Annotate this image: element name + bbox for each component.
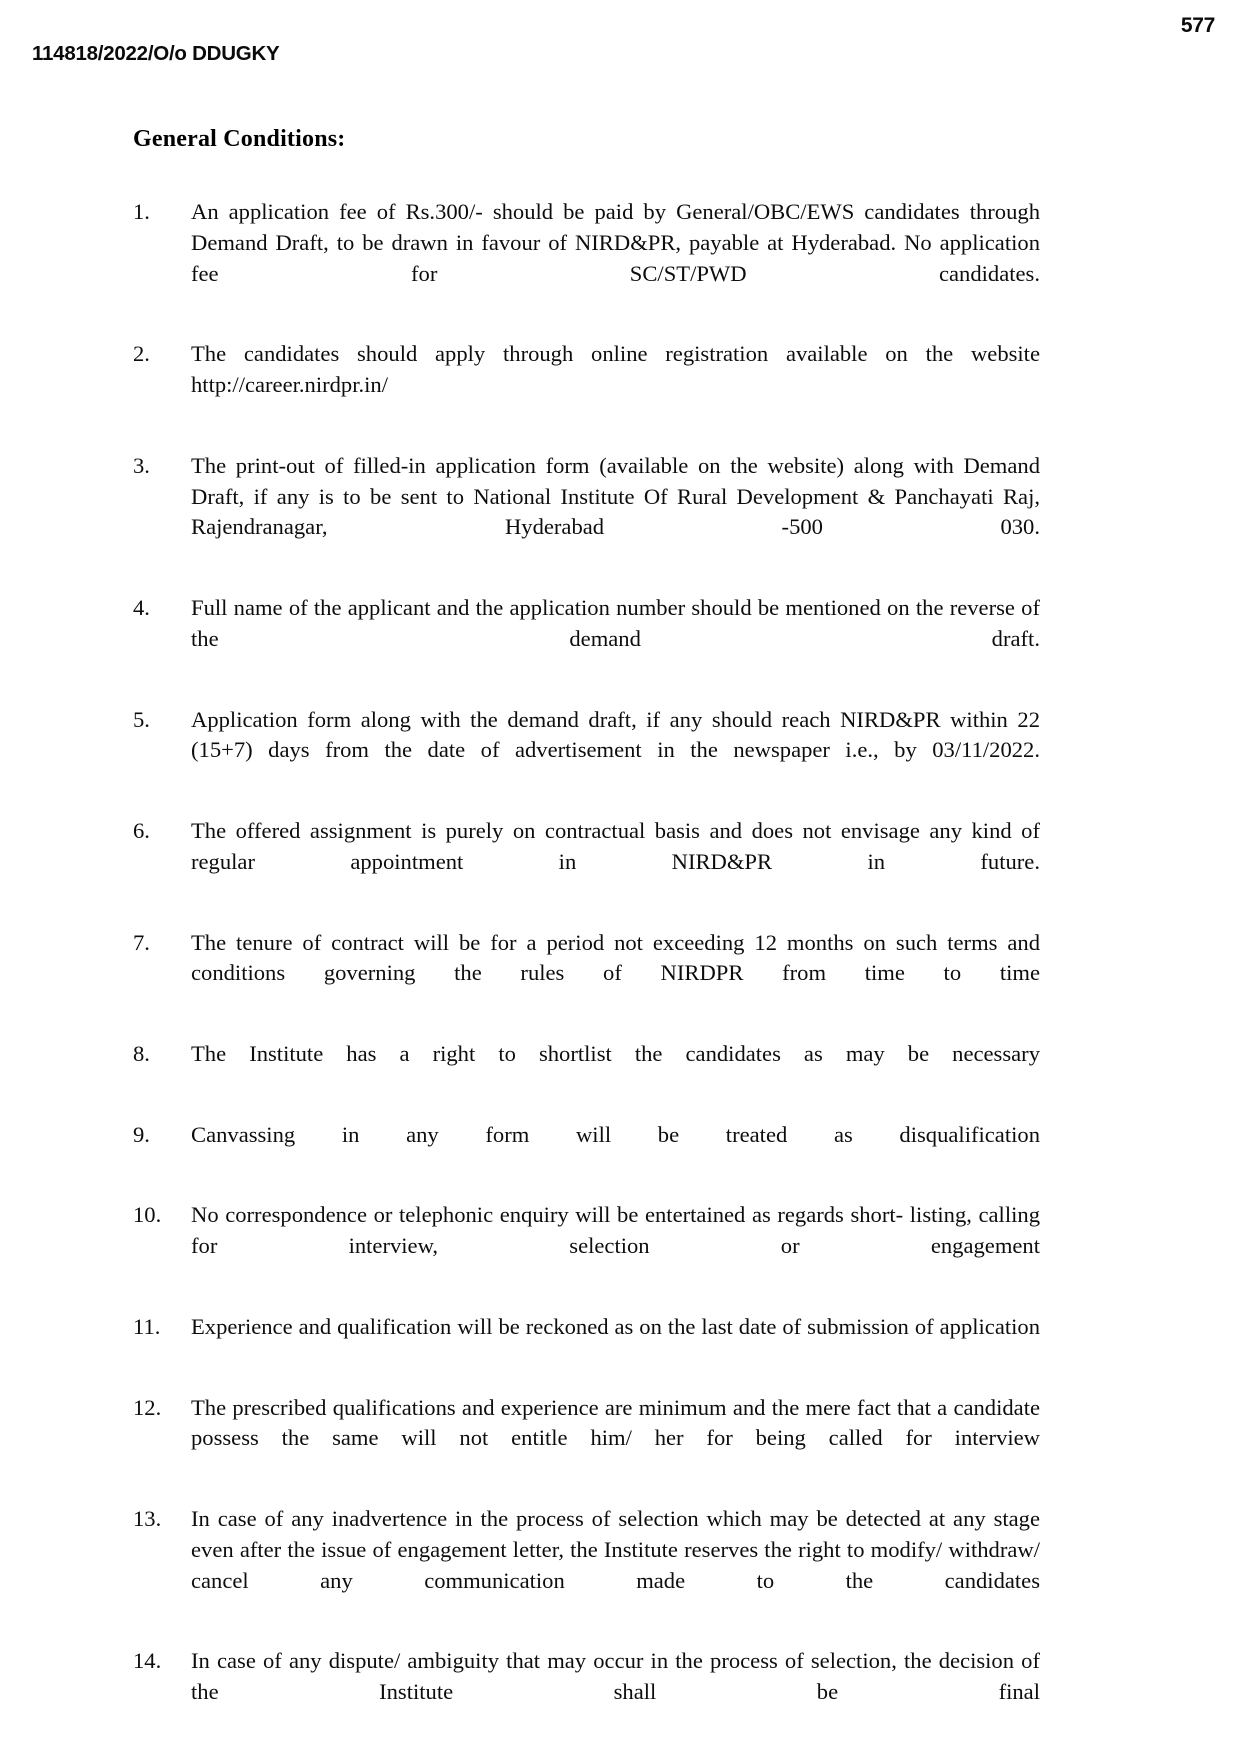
condition-text: The candidates should apply through online registration available on the website http://career.nirdpr.in/ xyxy=(191,341,1040,398)
condition-number: 11. xyxy=(133,1313,161,1339)
condition-text: The tenure of contract will be for a period not exceeding 12 months on such terms and conditions governing the rules of NIRDPR from time to time xyxy=(191,929,1040,986)
condition-number: 9. xyxy=(133,1121,150,1147)
condition-item xyxy=(133,1200,1040,1292)
file-reference-header: 114818/2022/O/o DDUGKY xyxy=(32,42,280,65)
condition-item xyxy=(133,1393,1040,1485)
condition-text: In case of any inadvertence in the process of selection which may be detected at any stage even after the issue of engagement letter, the Institute reserves the right to modify/ withdraw/ cancel any communication made to the candidates xyxy=(191,1505,1040,1593)
condition-item xyxy=(133,1504,1040,1627)
condition-number: 2. xyxy=(133,341,150,367)
page-number: 577 xyxy=(1180,14,1215,37)
condition-text: Experience and qualification will be reckoned as on the last date of submission of application xyxy=(191,1313,1040,1339)
condition-number: 4. xyxy=(133,595,150,621)
condition-item xyxy=(133,816,1040,908)
condition-number: 10. xyxy=(133,1202,162,1228)
condition-number: 3. xyxy=(133,452,150,478)
condition-item xyxy=(133,1039,1040,1101)
condition-item xyxy=(133,1120,1040,1182)
condition-number: 8. xyxy=(133,1041,150,1067)
condition-number: 5. xyxy=(133,706,150,732)
condition-text: The print-out of filled-in application form (available on the website) along with Demand Draft, if any is to be sent to National Institute Of Rural Development & Panchayati Raj, Rajendranagar, Hyderabad -500 030. xyxy=(191,452,1040,540)
condition-number: 6. xyxy=(133,818,150,844)
condition-number: 12. xyxy=(133,1394,162,1420)
condition-item xyxy=(133,1312,1040,1374)
condition-text: Application form along with the demand draft, if any should reach NIRD&PR within 22 (15+7) days from the date of advertisement in the newspaper i.e., by 03/11/2022. xyxy=(191,706,1040,763)
condition-text: The offered assignment is purely on contractual basis and does not envisage any kind of regular appointment in NIRD&PR in future. xyxy=(191,818,1040,874)
condition-text: Canvassing in any form will be treated as disqualification xyxy=(191,1121,1040,1147)
condition-item xyxy=(133,451,1040,574)
condition-number: 14. xyxy=(133,1648,162,1674)
section-title: General Conditions: xyxy=(133,126,346,152)
condition-item xyxy=(133,1646,1040,1738)
condition-number: 7. xyxy=(133,929,150,955)
condition-text: The Institute has a right to shortlist the candidates as may be necessary xyxy=(191,1041,1040,1067)
condition-item xyxy=(133,928,1040,1020)
condition-text: Full name of the applicant and the application number should be mentioned on the reverse of the demand draft. xyxy=(191,595,1040,651)
condition-item xyxy=(133,339,1040,431)
condition-text: An application fee of Rs.300/- should be paid by General/OBC/EWS candidates through Demand Draft, to be drawn in favour of NIRD&PR, payable at Hyderabad. No application fee for SC/ST/PWD candidates. xyxy=(191,199,1040,286)
condition-text: The prescribed qualifications and experience are minimum and the mere fact that a candidate possess the same will not entitle him/ her for being called for interview xyxy=(191,1394,1040,1451)
condition-item xyxy=(133,705,1040,797)
condition-text: In case of any dispute/ ambiguity that may occur in the process of selection, the decision of the Institute shall be final xyxy=(191,1648,1040,1705)
condition-item xyxy=(133,593,1040,685)
condition-item xyxy=(133,197,1040,320)
condition-number: 1. xyxy=(133,199,150,224)
conditions-list xyxy=(133,197,1040,1739)
condition-text: No correspondence or telephonic enquiry will be entertained as regards short- listing, calling for interview, selection or engagement xyxy=(191,1202,1040,1259)
document-body xyxy=(133,126,1040,1739)
condition-number: 13. xyxy=(133,1505,162,1531)
